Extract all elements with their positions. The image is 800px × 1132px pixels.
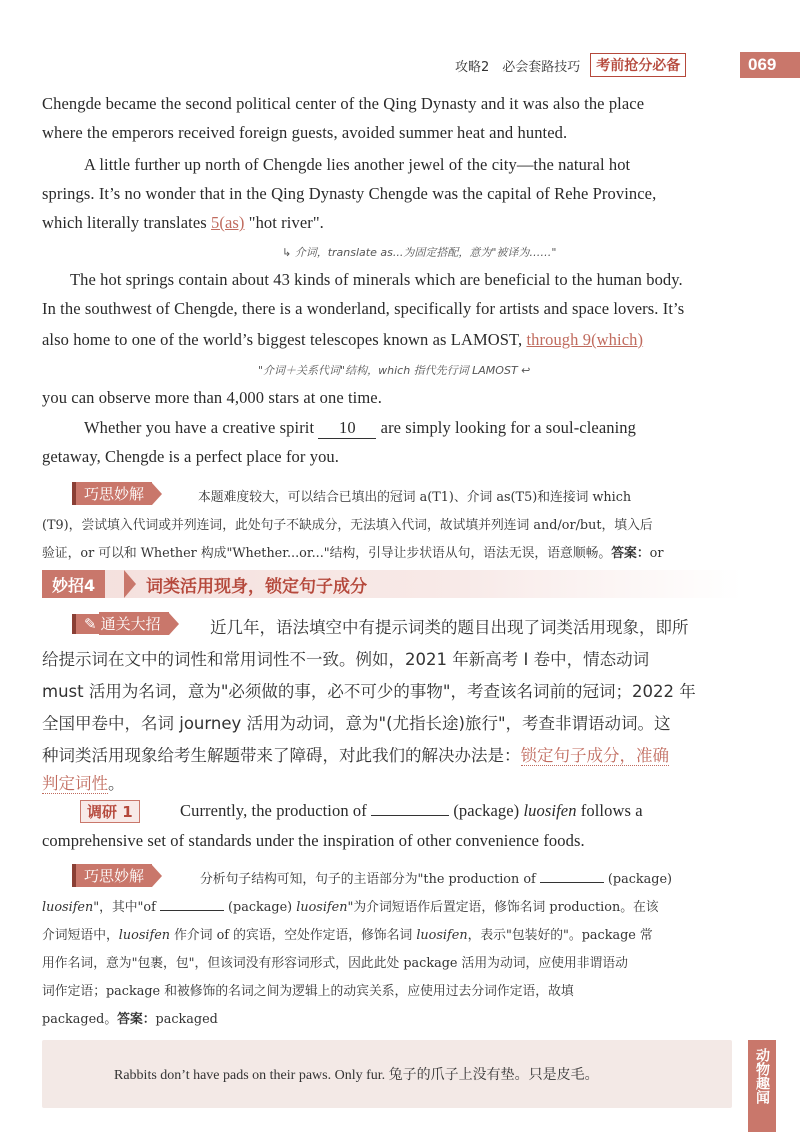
- text-segment: "，其中"of: [93, 900, 156, 915]
- answer-label: 答案：: [117, 1012, 156, 1027]
- chevron-right-icon: [152, 483, 162, 505]
- tip2-line: 用作名词，意为"包裹，包"，但该词没有形容词形式，因此此处 package 活用为动词，应使用非谓语动: [42, 956, 628, 971]
- text-segment: which literally translates: [42, 213, 212, 232]
- highlight-text: 判定词性: [42, 774, 108, 793]
- note-text: "介词＋关系代词"结构，which 指代先行词 LAMOST: [258, 364, 518, 377]
- text-segment: Whether you have a creative spirit: [84, 418, 315, 437]
- text-segment: are simply looking for a soul-cleaning: [380, 418, 637, 437]
- page-number: 069: [740, 52, 800, 78]
- text-segment: (package): [453, 801, 520, 820]
- research-label: 调研 1: [80, 800, 140, 823]
- text-segment: luosifen: [296, 900, 348, 915]
- chapter-title: 攻略2 必会套路技巧: [455, 59, 581, 75]
- master-line: [42, 742, 669, 766]
- passage-line: springs. It’s no wonder that in the Qing Dynasty Chengde was the capital of Rehe Province,: [42, 184, 657, 203]
- tip2-line: [42, 1008, 218, 1027]
- master-line: must 活用为名词，意为"必须做的事，必不可少的事物"，考查该名词前的冠词；2022 年: [42, 682, 696, 701]
- research-line: [180, 801, 643, 821]
- research-line: comprehensive set of standards under the inspiration of other convenience foods.: [42, 831, 585, 850]
- answer-label: 答案：: [611, 546, 650, 561]
- text-segment: follows a: [580, 801, 643, 820]
- tip-label-text: 通关大招: [99, 612, 169, 635]
- blank-input: [540, 882, 604, 883]
- passage-line: [42, 213, 324, 233]
- arrow-icon: ↩: [517, 364, 531, 377]
- text-segment: 种词类活用现象给考生解题带来了障碍，对此我们的解决办法是：: [42, 746, 521, 765]
- text-segment: 介词短语中，: [42, 928, 119, 943]
- side-tab: 动物趣闻: [748, 1040, 776, 1132]
- page-header: [455, 52, 686, 78]
- annotation-note-5: [282, 244, 556, 260]
- text-segment: 。: [108, 774, 125, 793]
- tip-label-text: 巧思妙解: [72, 482, 152, 505]
- master-line: 全国甲卷中，名词 journey 活用为动词，意为"(尤指长途)旅行"，考查非谓语动词。这: [42, 714, 671, 733]
- footer-text: Rabbits don’t have pads on their paws. Only fur. 兔子的爪子上没有垫。只是皮毛。: [114, 1068, 599, 1083]
- tip2-line: [200, 868, 672, 887]
- master-tip-label: [72, 612, 179, 635]
- section-number: 妙招4: [42, 570, 105, 598]
- text-segment: luosifen: [416, 928, 468, 943]
- passage-line: Chengde became the second political center of the Qing Dynasty and it was also the place: [42, 94, 645, 113]
- research-label-box: [80, 800, 140, 823]
- blank-input: [160, 910, 224, 911]
- master-line: [42, 770, 125, 794]
- tip1-line: [42, 542, 663, 561]
- highlight-text: 锁定句子成分，准确: [520, 746, 669, 765]
- answer-blank-9: through 9(which): [526, 330, 644, 349]
- tip2-line: 词作定语；package 和被修饰的名词之间为逻辑上的动宾关系，应使用过去分词作定语，故填: [42, 984, 574, 999]
- text-segment: "为介词短语作后置定语，修饰名词 production。在该: [347, 900, 659, 915]
- text-segment: Currently, the production of: [180, 801, 367, 820]
- master-line: 近几年，语法填空中有提示词类的题目出现了词类活用现象，即所: [210, 618, 689, 637]
- blank-input: [371, 815, 449, 816]
- tip-label-text: 巧思妙解: [72, 864, 152, 887]
- passage-line: you can observe more than 4,000 stars at one time.: [42, 388, 382, 407]
- text-segment: 作介词 of 的宾语，空处作定语，修饰名词: [170, 928, 417, 943]
- master-line: 给提示词在文中的词性和常用词性不一致。例如，2021 年新高考 I 卷中，情态动词: [42, 650, 650, 669]
- text-segment: "hot river".: [244, 213, 324, 232]
- text-segment: 验证，or 可以和 Whether 构成"Whether...or..."结构，引导让步状语从句，语法无误，语意顺畅。: [42, 546, 612, 561]
- text-segment: (package): [607, 872, 673, 887]
- chevron-right-icon: [124, 570, 136, 598]
- tip-label-2: [72, 864, 162, 887]
- pencil-icon: ✎: [72, 614, 99, 634]
- tip1-line: (T9)，尝试填入代词或并列连词，此处句子不缺成分，无法填入代词，故试填并列连词 and/or/but，填入后: [42, 518, 653, 533]
- text-segment: luosifen: [42, 900, 94, 915]
- text-segment: also home to one of the world’s biggest telescopes known as LAMOST,: [42, 330, 527, 349]
- passage-line: getaway, Chengde is a perfect place for you.: [42, 447, 339, 466]
- text-segment: luosifen: [523, 801, 577, 820]
- footer-box: [42, 1040, 732, 1108]
- text-segment: 分析句子结构可知，句子的主语部分为"the production of: [200, 872, 536, 887]
- annotation-note-9: [258, 362, 530, 378]
- note-text: 介词，translate as...为固定搭配，意为"被译为……": [294, 246, 557, 259]
- passage-line: [84, 418, 636, 439]
- tip-label-1: [72, 482, 162, 505]
- passage-line: where the emperors received foreign guests, avoided summer heat and hunted.: [42, 123, 568, 142]
- passage-line: The hot springs contain about 43 kinds of minerals which are beneficial to the human body.: [70, 270, 683, 289]
- text-segment: luosifen: [118, 928, 171, 943]
- text-segment: ，表示"包装好的"。package 常: [467, 928, 653, 943]
- tip2-line: [42, 896, 659, 915]
- header-badge: 考前抢分必备: [590, 53, 686, 77]
- arrow-icon: ↳: [282, 246, 295, 259]
- answer-value: or: [649, 546, 664, 561]
- chevron-right-icon: [152, 865, 162, 887]
- section-title: 词类活用现身，锁定句子成分: [146, 577, 367, 597]
- text-segment: (package): [228, 900, 293, 915]
- passage-line: A little further up north of Chengde lies another jewel of the city—the natural hot: [84, 155, 631, 174]
- passage-line: [42, 330, 643, 350]
- answer-blank-5: 5(as): [211, 213, 245, 232]
- passage-line: In the southwest of Chengde, there is a wonderland, specifically for artists and space lovers. It’s: [42, 299, 685, 318]
- tip2-line: [42, 924, 653, 943]
- chevron-right-icon: [169, 613, 179, 635]
- answer-value: packaged: [155, 1012, 218, 1027]
- tip1-line: 本题难度较大，可以结合已填出的冠词 a(T1)、介词 as(T5)和连接词 which: [198, 490, 632, 505]
- text-segment: packaged。: [42, 1012, 118, 1027]
- blank-10: 10: [318, 418, 376, 439]
- section-header: [42, 570, 742, 598]
